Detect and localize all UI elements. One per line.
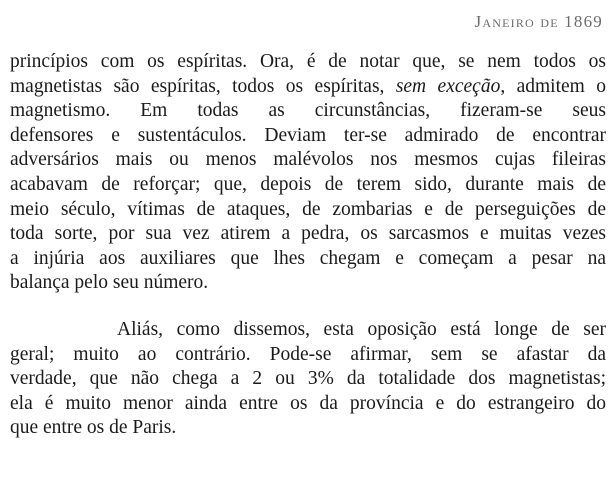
text-line: acabavam de reforçar; que, depois de terem sido, durante mais de — [10, 173, 606, 195]
running-header: Janeiro de 1869 — [474, 12, 603, 31]
paragraph-2 — [10, 318, 606, 441]
italic-phrase: sem exceção — [395, 75, 501, 97]
text-line: que entre os de Paris. — [10, 417, 177, 439]
text-line: defensores e sustentáculos. Deviam ter-se admirado de encontrar — [10, 124, 606, 146]
text-line: princípios com os espíritas. Ora, é de notar que, se nem todos os — [10, 51, 606, 72]
text-span: magnetistas são espíritas, todos os espíritas, — [10, 75, 396, 97]
text-line: geral; muito ao contrário. Pode-se afirmar, sem se afastar da — [10, 343, 606, 365]
text-line: adversários mais ou menos malévolos nos mesmos cujas fileiras — [10, 149, 606, 171]
text-line: ela é muito menor ainda entre os da província e do estrangeiro do — [10, 392, 606, 414]
text-line: toda sorte, por sua vez atirem a pedra, os sarcasmos e muitas vezes — [10, 223, 606, 245]
text-line: balança pelo seu número. — [10, 272, 209, 294]
text-line: a injúria aos auxiliares que lhes chegam e começam a pesar na — [10, 247, 606, 269]
paragraph-1 — [10, 50, 606, 296]
text-line: verdade, que não chega a 2 ou 3% da totalidade dos magnetistas; — [10, 368, 606, 390]
text-line: meio século, vítimas de ataques, de zombarias e de perseguições de — [10, 198, 606, 220]
text-line: Aliás, como dissemos, esta oposição está longe de ser — [117, 318, 606, 340]
body-text — [10, 50, 606, 441]
paragraph-spacer — [10, 296, 606, 318]
text-line: magnetismo. Em todas as circunstâncias, fizeram-se seus — [10, 100, 606, 122]
text-span: , admitem o — [500, 75, 606, 97]
text-line — [10, 75, 606, 100]
